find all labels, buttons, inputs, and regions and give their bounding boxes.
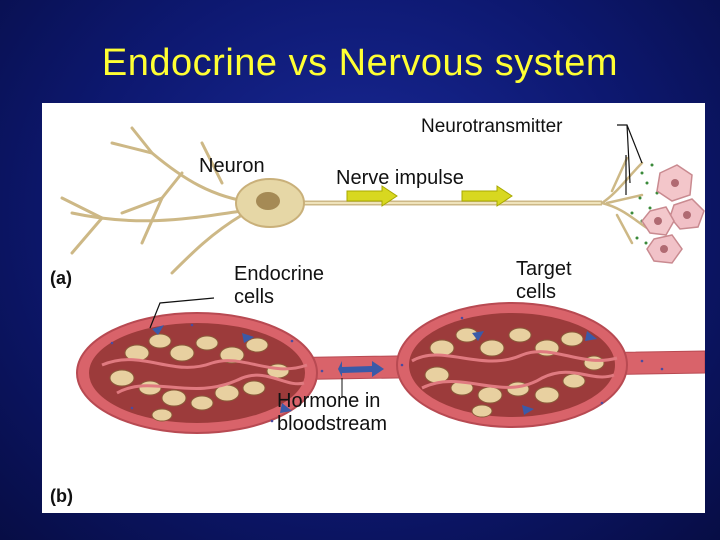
slide-title: Endocrine vs Nervous system	[101, 42, 619, 84]
target-cells-label: Target cells	[516, 258, 572, 303]
nerve-impulse-label: Nerve impulse	[336, 167, 464, 189]
endocrine-cells-label: Endocrine cells	[234, 263, 325, 308]
target-cells	[642, 165, 704, 263]
diagram-panel	[42, 103, 705, 513]
panel-a-label: (a)	[50, 268, 72, 288]
neurotransmitter-label: Neurotransmitter	[421, 116, 563, 137]
panel-b-label: (b)	[50, 486, 73, 506]
endocrine-illustration	[77, 298, 705, 433]
neuron-illustration	[62, 128, 662, 273]
hormone-label: Hormone in bloodstream	[277, 390, 388, 435]
diagram-illustration	[42, 103, 705, 513]
neuron-label: Neuron	[199, 155, 265, 177]
